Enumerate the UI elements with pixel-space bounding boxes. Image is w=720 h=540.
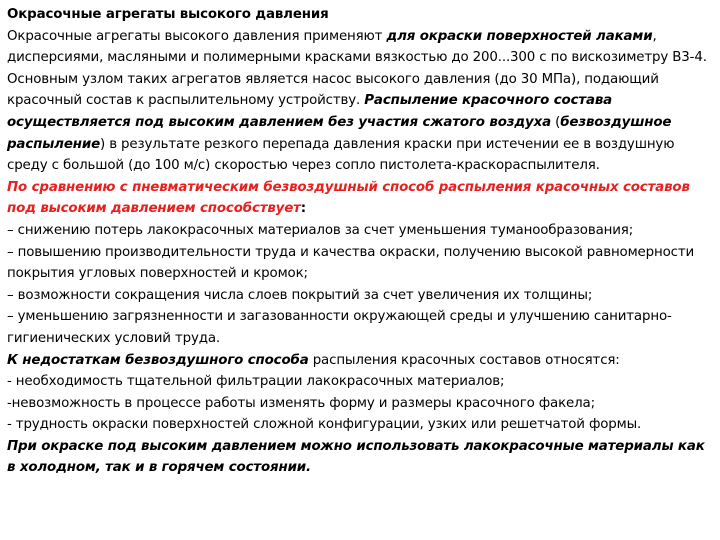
list-item: – возможности сокращения числа слоев покрытий за счет увеличения их толщины; — [7, 287, 593, 303]
conclusion-paragraph: При окраске под высоким давлением можно использовать лакокрасочные материалы как в холодном, так и в горячем состоянии. — [7, 438, 705, 476]
list-item: - необходимость тщательной фильтрации лакокрасочных материалов; — [7, 374, 505, 390]
intro-paragraph — [7, 26, 714, 177]
comparison-heading — [7, 177, 714, 220]
list-item: – снижению потерь лакокрасочных материалов за счет уменьшения туманообразования; — [7, 222, 634, 238]
intro-emphasis-2: Распыление красочного состава осуществляется под высоким давлением без участия сжатого воздуха — [7, 93, 613, 130]
drawbacks-heading-text: К недостаткам безвоздушного способа — [7, 352, 309, 368]
list-item: – уменьшению загрязненности и загазованности окружающей среды и улучшению санитарно-гигиенических условий труда. — [7, 309, 672, 346]
drawbacks-heading — [7, 350, 714, 372]
intro-text-1: Окрасочные агрегаты высокого давления применяют — [7, 28, 387, 44]
comparison-heading-text: По сравнению с пневматическим безвоздушный способ распыления красочных составов под высоким давлением способствует — [7, 179, 690, 217]
list-item: ‐ трудность окраски поверхностей сложной конфигурации, узких или решетчатой формы. — [7, 417, 642, 433]
intro-text-2: , дисперсиями, масляными и полимерными красками вязкостью до 200...300 с по вискозиметру В3-4. Основным узлом таких агрегатов является насос высокого давления (до 30 МПа), подающий красочный состав к распылительному устройству. — [7, 28, 707, 109]
intro-emphasis-3: безвоздушное распыление — [7, 114, 672, 152]
list-item: ‐невозможность в процессе работы изменять форму и размеры красочного факела; — [7, 395, 595, 411]
list-item: – повышению производительности труда и качества окраски, получению высокой равномерности покрытия угловых поверхностей и кромок; — [7, 244, 695, 282]
intro-emphasis-1: для окраски поверхностей лаками — [386, 28, 653, 44]
comparison-heading-colon: : — [300, 201, 307, 217]
intro-paren-open: ( — [551, 114, 561, 130]
drawbacks-heading-tail: распыления красочных составов относятся: — [308, 352, 620, 368]
document-body — [7, 4, 714, 479]
intro-text-3: ) в результате резкого перепада давления краски при истечении ее в воздушную среду с большой (до 100 м/с) скоростью через сопло пистолета-краскораспылителя. — [7, 136, 675, 174]
page-title: Окрасочные агрегаты высокого давления — [7, 7, 329, 22]
